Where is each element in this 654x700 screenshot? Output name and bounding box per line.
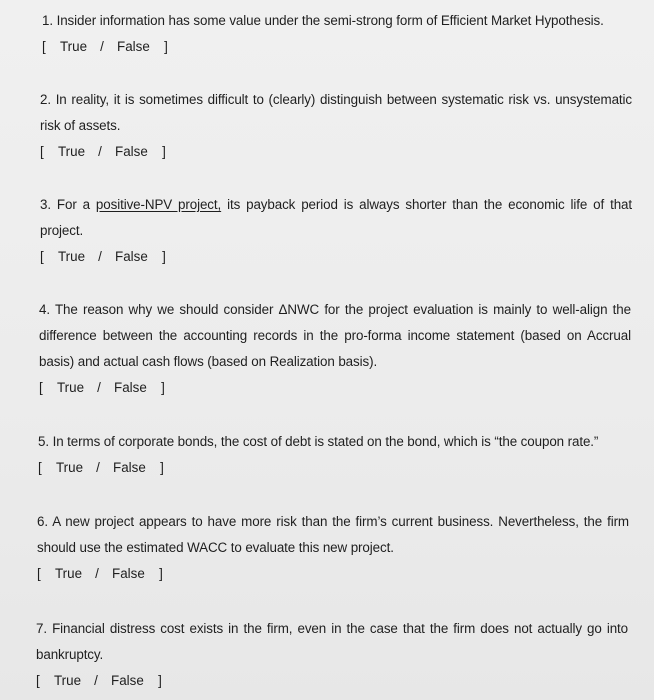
separator: / (98, 144, 102, 159)
close-bracket: ] (158, 673, 162, 688)
option-true[interactable]: True (56, 460, 84, 475)
question-7-answer (36, 670, 628, 692)
separator: / (96, 460, 100, 475)
question-2 (40, 87, 632, 163)
question-3 (40, 192, 632, 268)
option-false[interactable]: False (115, 144, 148, 159)
option-true[interactable]: True (60, 39, 88, 54)
option-false[interactable]: False (111, 673, 144, 688)
question-3-number: 3. (40, 197, 51, 212)
option-false[interactable]: False (113, 460, 146, 475)
question-3-answer (40, 246, 632, 268)
option-false[interactable]: False (117, 39, 150, 54)
close-bracket: ] (161, 380, 165, 395)
question-6 (37, 509, 629, 585)
question-7-body: Financial distress cost exists in the firm, even in the case that the firm does not actually go into bankruptcy. (36, 621, 629, 662)
close-bracket: ] (164, 39, 168, 54)
question-4-number: 4. (39, 302, 50, 317)
question-5-answer (38, 457, 630, 479)
separator: / (100, 39, 104, 54)
question-6-text (37, 509, 629, 561)
question-6-number: 6. (37, 514, 48, 529)
open-bracket: [ (42, 39, 46, 54)
option-false[interactable]: False (115, 249, 148, 264)
option-false[interactable]: False (112, 566, 145, 581)
question-5-number: 5. (38, 434, 49, 449)
question-5-body: In terms of corporate bonds, the cost of debt is stated on the bond, which is “the coupon rate.” (52, 434, 599, 449)
close-bracket: ] (162, 144, 166, 159)
option-false[interactable]: False (114, 380, 147, 395)
open-bracket: [ (39, 380, 43, 395)
question-7 (36, 616, 628, 692)
close-bracket: ] (160, 460, 164, 475)
open-bracket: [ (36, 673, 40, 688)
separator: / (97, 380, 101, 395)
option-true[interactable]: True (54, 673, 82, 688)
open-bracket: [ (40, 249, 44, 264)
question-6-answer (37, 563, 629, 585)
question-2-body: In reality, it is sometimes difficult to (clearly) distinguish between systematic risk vs. unsystematic risk of assets. (40, 92, 633, 133)
question-2-answer (40, 141, 632, 163)
option-true[interactable]: True (58, 144, 86, 159)
question-1-number: 1. (42, 13, 53, 28)
question-2-text (40, 87, 632, 139)
close-bracket: ] (159, 566, 163, 581)
question-4-body: The reason why we should consider ΔNWC for the project evaluation is mainly to well-align the difference between the accounting records in the pro-forma income statement (based on Accrual basis) and actual cash flows (based on Realization basis). (39, 302, 631, 369)
open-bracket: [ (37, 566, 41, 581)
question-7-text (36, 616, 628, 668)
option-true[interactable]: True (57, 380, 85, 395)
question-6-body: A new project appears to have more risk than the firm’s current business. Nevertheless, the firm should use the estimated WACC to evaluate this new project. (37, 514, 629, 555)
question-3-body-end: its payback period is always shorter than the economic life of that project. (40, 197, 633, 238)
separator: / (95, 566, 99, 581)
question-5-text (38, 429, 630, 455)
question-1-answer (42, 36, 634, 58)
question-7-number: 7. (36, 621, 47, 636)
question-1-text (42, 8, 634, 34)
question-4-text (39, 297, 631, 375)
question-1 (42, 8, 634, 58)
open-bracket: [ (40, 144, 44, 159)
question-4-answer (39, 377, 631, 399)
question-3-body-start: For a (56, 197, 90, 212)
question-2-number: 2. (40, 92, 51, 107)
close-bracket: ] (162, 249, 166, 264)
option-true[interactable]: True (55, 566, 83, 581)
question-3-underlined: positive-NPV project, (95, 197, 222, 212)
question-5 (38, 429, 630, 479)
separator: / (94, 673, 98, 688)
question-4 (39, 297, 631, 399)
question-1-body: Insider information has some value under the semi-strong form of Efficient Market Hypothesis. (56, 13, 604, 28)
question-3-text (40, 192, 632, 244)
open-bracket: [ (38, 460, 42, 475)
option-true[interactable]: True (58, 249, 86, 264)
separator: / (98, 249, 102, 264)
